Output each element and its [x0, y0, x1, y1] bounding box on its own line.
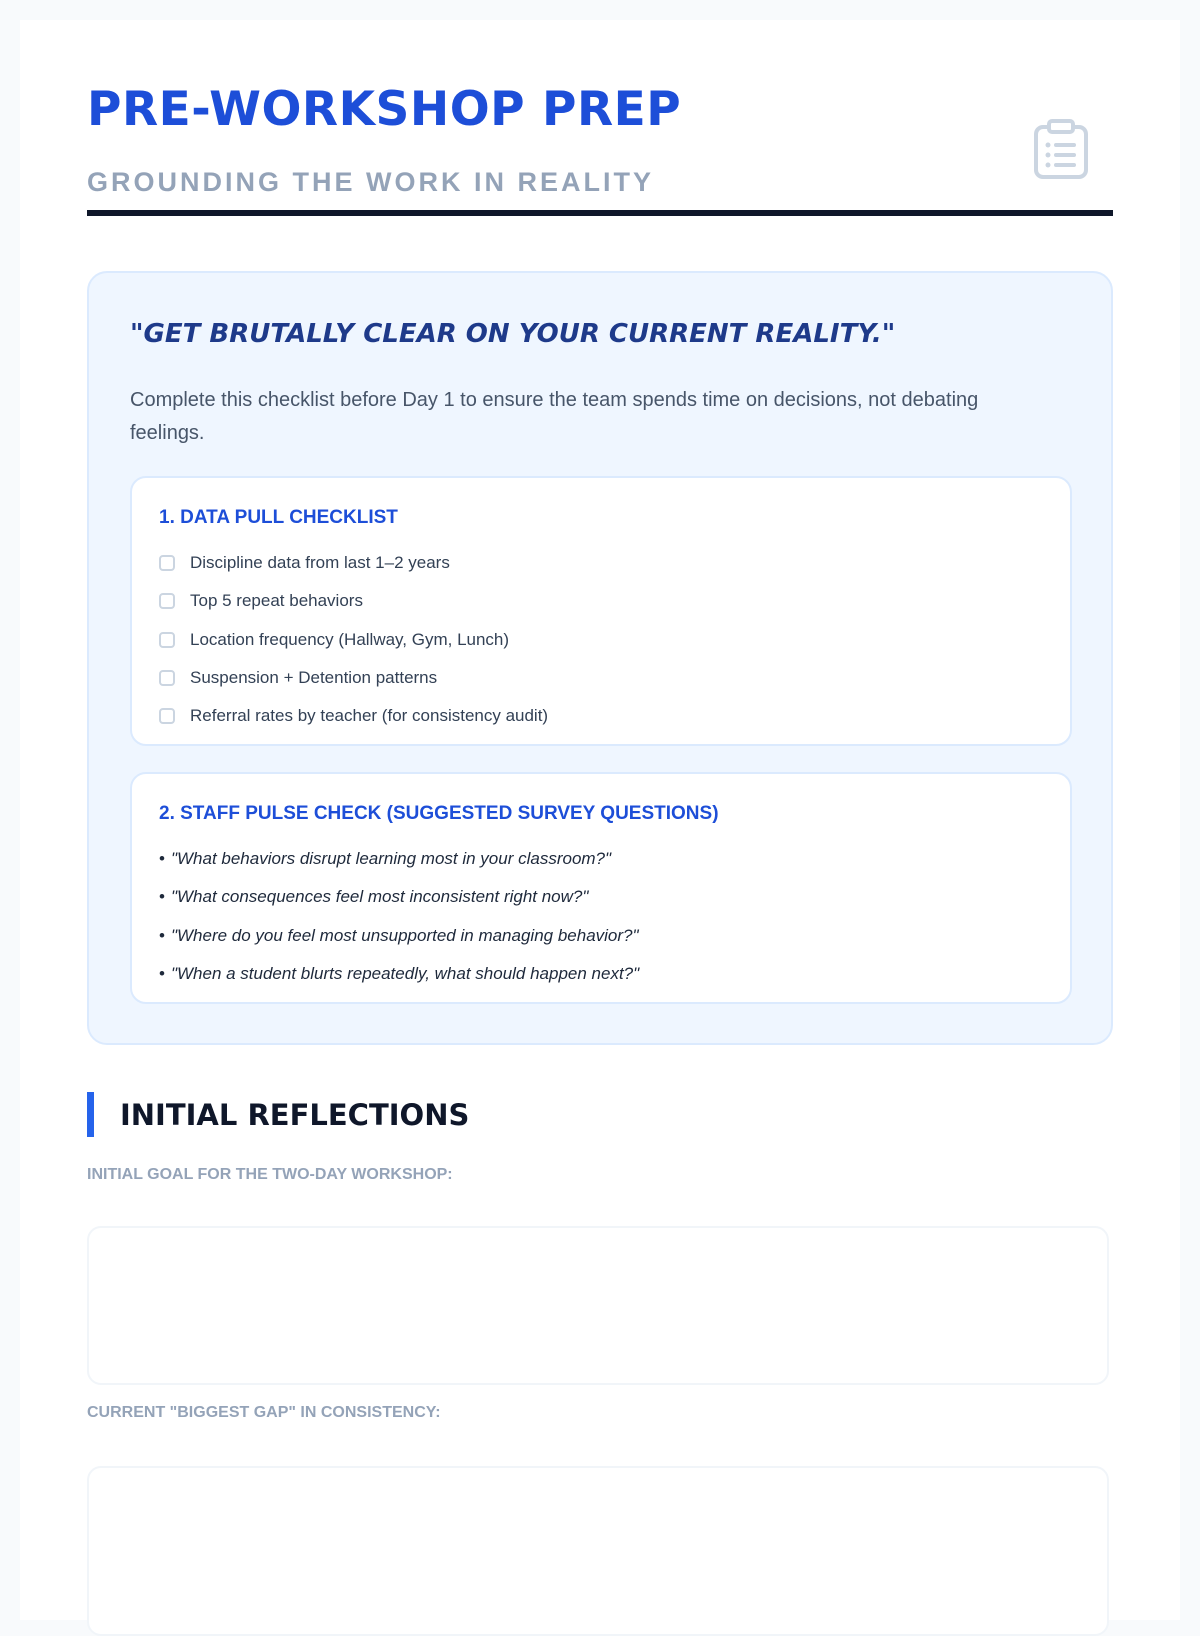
survey-question: [159, 840, 639, 878]
checklist-item[interactable]: [159, 544, 548, 582]
checklist-item-label: Top 5 repeat behaviors: [190, 591, 363, 611]
checkbox[interactable]: [159, 593, 175, 609]
checkbox[interactable]: [159, 670, 175, 686]
gap-textarea[interactable]: [87, 1466, 1109, 1636]
checklist-item-label: Discipline data from last 1–2 years: [190, 553, 450, 573]
survey-question: [159, 955, 639, 993]
goal-label: INITIAL GOAL FOR THE TWO-DAY WORKSHOP:: [87, 1166, 453, 1183]
checklist-item[interactable]: [159, 697, 548, 735]
section-title: INITIAL REFLECTIONS: [120, 1098, 470, 1132]
checklist-item-label: Suspension + Detention patterns: [190, 668, 438, 688]
checklist-item[interactable]: [159, 659, 548, 697]
header-divider: [87, 210, 1113, 216]
checkbox[interactable]: [159, 555, 175, 571]
bullet-marker: •: [159, 849, 165, 869]
survey-question-text: "What behaviors disrupt learning most in your classroom?": [170, 849, 612, 869]
page-title: PRE-WORKSHOP PREP: [87, 82, 682, 137]
survey-question-list: [159, 840, 639, 993]
survey-question-text: "What consequences feel most inconsistent right now?": [170, 887, 589, 907]
pulse-check-heading: 2. STAFF PULSE CHECK (SUGGESTED SURVEY QUESTIONS): [159, 803, 719, 824]
page-subtitle: GROUNDING THE WORK IN REALITY: [87, 167, 654, 197]
reality-panel: [87, 271, 1113, 1045]
survey-question-text: "Where do you feel most unsupported in managing behavior?": [170, 925, 639, 945]
gap-label: CURRENT "BIGGEST GAP" IN CONSISTENCY:: [87, 1404, 441, 1421]
checkbox[interactable]: [159, 708, 175, 724]
checklist-item[interactable]: [159, 621, 548, 659]
data-pull-card: [130, 476, 1072, 746]
checklist-item-label: Location frequency (Hallway, Gym, Lunch): [190, 629, 510, 649]
panel-quote: "GET BRUTALLY CLEAR ON YOUR CURRENT REALITY.": [130, 319, 896, 349]
pulse-check-card: [130, 772, 1072, 1004]
panel-intro: Complete this checklist before Day 1 to ensure the team spends time on decisions, not debating feelings.: [130, 389, 979, 444]
survey-question-text: "When a student blurts repeatedly, what should happen next?": [170, 964, 640, 984]
bullet-marker: •: [159, 925, 165, 945]
clipboard-list-icon: [1033, 118, 1089, 180]
survey-question: [159, 878, 639, 916]
goal-textarea[interactable]: [87, 1226, 1109, 1385]
bullet-marker: •: [159, 887, 165, 907]
document-page: [20, 20, 1180, 1620]
data-pull-heading: 1. DATA PULL CHECKLIST: [159, 507, 398, 528]
data-pull-checklist: [159, 544, 548, 735]
section-accent-bar: [87, 1092, 94, 1137]
checklist-item-label: Referral rates by teacher (for consistency audit): [190, 706, 549, 726]
survey-question: [159, 917, 639, 955]
checkbox[interactable]: [159, 632, 175, 648]
bullet-marker: •: [159, 964, 165, 984]
checklist-item[interactable]: [159, 582, 548, 620]
